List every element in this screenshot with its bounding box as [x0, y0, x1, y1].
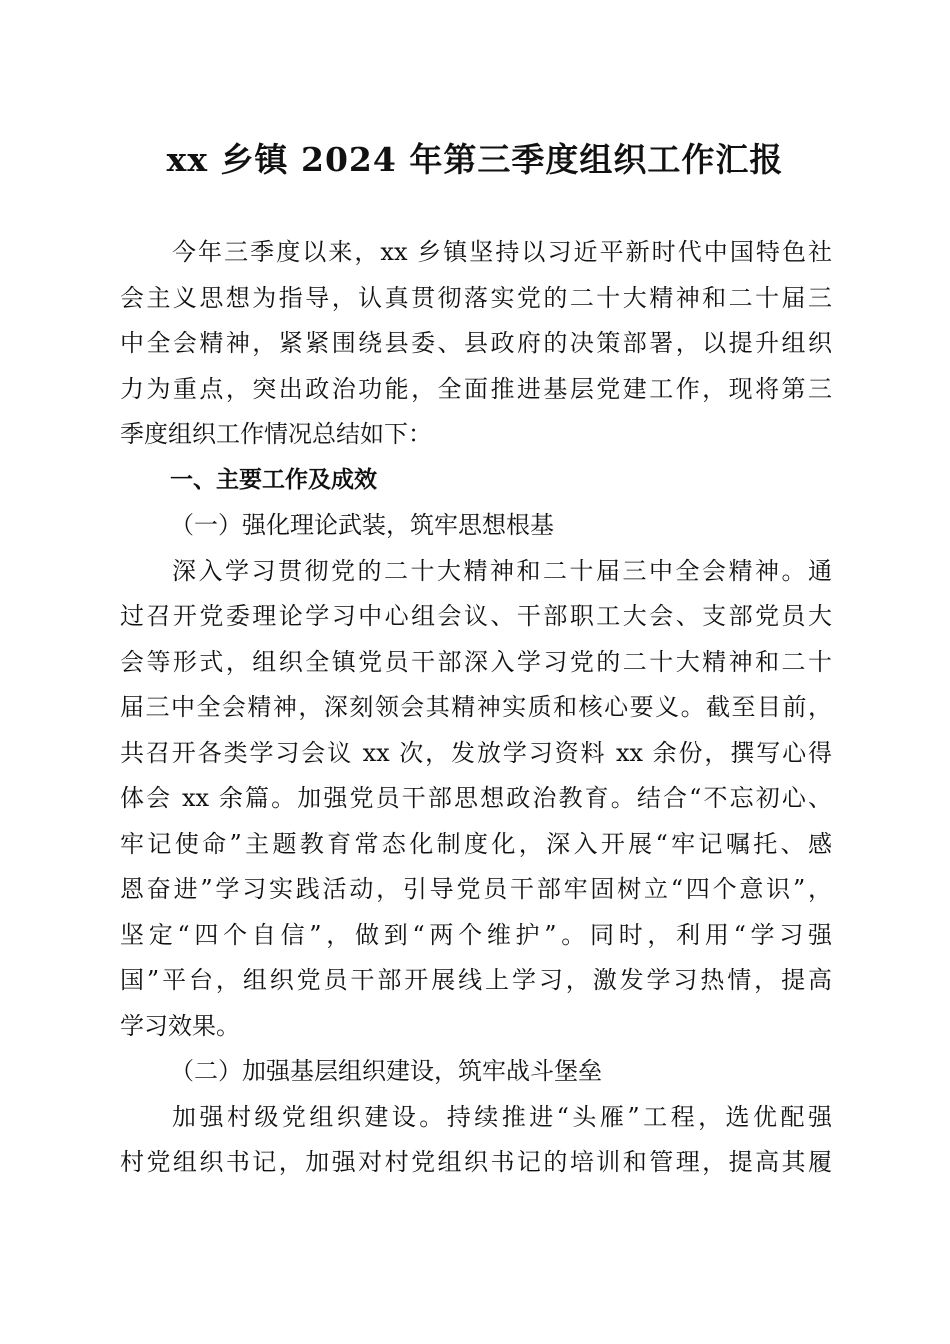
subsection-heading-2: （二）加强基层组织建设，筑牢战斗堡垒: [170, 1057, 602, 1085]
sub1-line-9: 坚定“四个自信”，做到“两个维护”。同时，利用“学习强: [120, 920, 832, 949]
sub1-line-3: 会等形式，组织全镇党员干部深入学习党的二十大精神和二十: [120, 647, 832, 676]
sub1-line-2: 过召开党委理论学习中心组会议、干部职工大会、支部党员大: [120, 602, 832, 630]
sub1-line-11: 学习效果。: [120, 1011, 240, 1040]
intro-line-4: 力为重点，突出政治功能，全面推进基层党建工作，现将第三: [120, 374, 832, 403]
sub2-line-2: 村党组织书记，加强对村党组织书记的培训和管理，提高其履: [120, 1148, 832, 1176]
sub1-line-4: 届三中全会精神，深刻领会其精神实质和核心要义。截至目前，: [120, 693, 832, 721]
intro-line-2: 会主义思想为指导，认真贯彻落实党的二十大精神和二十届三: [120, 283, 832, 312]
intro-line-3: 中全会精神，紧紧围绕县委、县政府的决策部署，以提升组织: [120, 329, 832, 357]
sub1-line-5: 共召开各类学习会议 xx 次，发放学习资料 xx 余份，撰写心得: [120, 738, 832, 767]
intro-line-5: 季度组织工作情况总结如下：: [120, 420, 432, 448]
document-title: xx 乡镇 2024 年第三季度组织工作汇报: [166, 140, 784, 179]
sub2-line-1: 加强村级党组织建设。持续推进“头雁”工程，选优配强: [172, 1102, 832, 1131]
sub1-line-10: 国”平台，组织党员干部开展线上学习，激发学习热情，提高: [120, 966, 832, 994]
sub1-line-1: 深入学习贯彻党的二十大精神和二十届三中全会精神。通: [172, 556, 832, 585]
document-body: [120, 230, 832, 1186]
sub1-line-8: 恩奋进”学习实践活动，引导党员干部牢固树立“四个意识”，: [120, 875, 832, 903]
intro-line-1: 今年三季度以来，xx 乡镇坚持以习近平新时代中国特色社: [172, 238, 832, 266]
sub1-line-6: 体会 xx 余篇。加强党员干部思想政治教育。结合“不忘初心、: [120, 784, 832, 812]
section-heading-main-work: 一、主要工作及成效: [170, 466, 377, 493]
sub1-line-7: 牢记使命”主题教育常态化制度化，深入开展“牢记嘱托、感: [120, 829, 832, 858]
subsection-heading-1: （一）强化理论武装，筑牢思想根基: [170, 511, 554, 539]
